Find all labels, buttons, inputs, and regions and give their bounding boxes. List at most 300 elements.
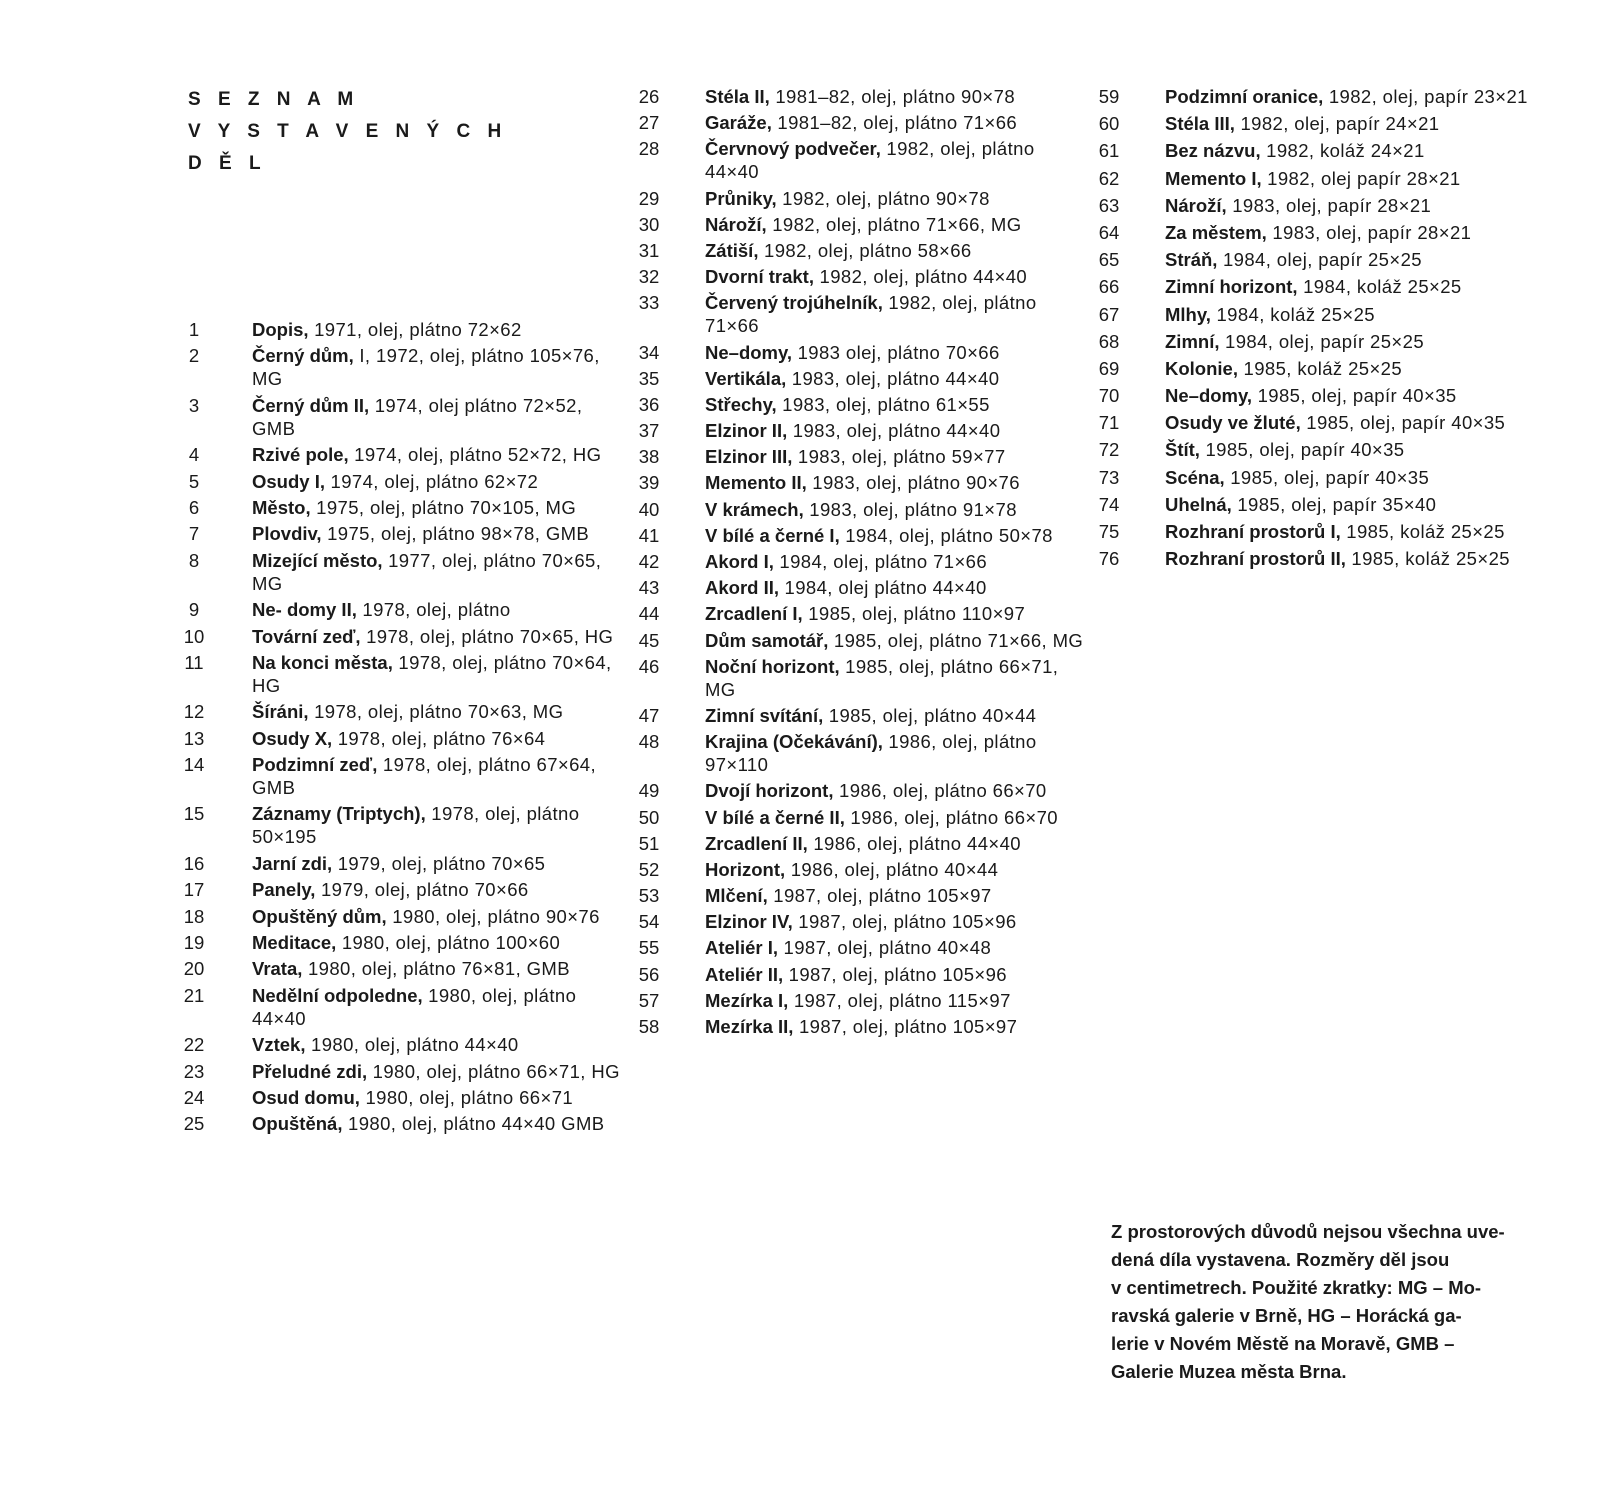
item-number: 57 (638, 989, 660, 1011)
list-item (635, 858, 1090, 881)
item-details: 1979, olej, plátno 70×65 (332, 852, 546, 874)
item-details: 1980, olej, plátno 44×40 (305, 1034, 519, 1056)
list-item (635, 779, 1090, 802)
item-details: 1984, olej, plátno 71×66 (773, 551, 988, 572)
item-details: 1982, olej, papír 23×21 (1323, 86, 1528, 107)
list-item (635, 111, 1090, 134)
item-title: Rozhraní prostorů I, (1165, 521, 1341, 542)
item-details: 1982, olej, plátno 71×66, MG (766, 213, 1022, 235)
list-item (635, 730, 1090, 776)
item-details: 1985, koláž 25×25 (1237, 357, 1403, 379)
item-number: 17 (183, 879, 205, 901)
item-details: 1980, olej, plátno 76×81, GMB (302, 958, 570, 980)
item-details: 1975, olej, plátno 70×105, MG (310, 496, 577, 518)
item-number: 47 (638, 704, 660, 726)
item-number: 44 (638, 603, 660, 625)
list-item (635, 239, 1090, 262)
item-number: 53 (638, 885, 660, 907)
item-details: 1983, olej, plátno 44×40 (787, 420, 1001, 442)
list-item (635, 1015, 1090, 1038)
item-title: Červený trojúhelník, (705, 292, 883, 314)
item-title: Osudy I, (252, 470, 325, 492)
item-number: 43 (638, 577, 660, 599)
item-title: Dvorní trakt, (705, 266, 814, 288)
list-item (180, 549, 630, 595)
item-details: 1985, olej, plátno 110×97 (802, 603, 1026, 625)
item-title: Rzivé pole, (252, 444, 349, 466)
item-number: 63 (1098, 194, 1120, 216)
item-details: 1974, olej, plátno 62×72 (325, 470, 539, 492)
list-item (180, 1086, 630, 1109)
item-number: 46 (638, 655, 660, 677)
item-number: 27 (638, 112, 660, 134)
item-details: 1980, olej, plátno 44×40 GMB (342, 1113, 605, 1135)
item-title: Mezírka I, (705, 989, 789, 1011)
list-item (635, 471, 1090, 494)
item-details: 1984, olej, papír 25×25 (1219, 330, 1425, 352)
item-details: 1985, olej, papír 40×35 (1224, 466, 1430, 488)
list-item (1095, 330, 1555, 353)
list-item (635, 498, 1090, 521)
item-details: 1982, olej, plátno 71×66 (705, 292, 1037, 337)
works-list-column-2 (635, 85, 1090, 1041)
item-title: Záznamy (Triptych), (252, 803, 426, 825)
item-details: 1986, olej, plátno 40×44 (785, 858, 999, 880)
item-details: 1980, olej, plátno 44×40 (252, 984, 577, 1029)
item-number: 25 (183, 1113, 205, 1135)
works-list-column-1 (180, 318, 630, 1139)
list-item (180, 625, 630, 648)
item-details: 1985, koláž 25×25 (1340, 521, 1505, 542)
item-details: 1978, olej, plátno 76×64 (332, 727, 546, 749)
item-title: Mlčení, (705, 885, 768, 907)
item-number: 68 (1098, 330, 1120, 352)
item-number: 28 (638, 138, 660, 160)
list-item (180, 727, 630, 750)
list-item (1095, 357, 1555, 380)
item-title: Jarní zdi, (252, 852, 333, 874)
item-title: Memento I, (1165, 167, 1262, 189)
item-number: 64 (1098, 221, 1120, 243)
item-number: 22 (183, 1034, 205, 1056)
item-details: 1985, koláž 25×25 (1345, 548, 1510, 570)
list-item (180, 496, 630, 519)
list-item (1095, 85, 1555, 108)
item-number: 56 (638, 963, 660, 985)
item-number: 12 (183, 701, 205, 723)
item-title: Ateliér I, (705, 937, 778, 959)
list-item (180, 1033, 630, 1056)
item-title: Osud domu, (252, 1086, 360, 1108)
item-title: Opuštěná, (252, 1113, 343, 1135)
item-number: 36 (638, 393, 660, 415)
item-number: 3 (188, 394, 200, 416)
item-number: 34 (638, 341, 660, 363)
list-item (635, 524, 1090, 547)
list-item (180, 651, 630, 697)
item-title: Nároží, (1165, 194, 1227, 216)
list-item (635, 910, 1090, 933)
item-number: 49 (638, 780, 660, 802)
item-title: Memento II, (705, 472, 807, 494)
footnote-line: dená díla vystavena. Rozměry děl jsou (1111, 1249, 1450, 1270)
list-item (1095, 438, 1555, 461)
item-details: 1982, olej, papír 24×21 (1234, 113, 1440, 135)
list-item (180, 394, 630, 440)
item-details: 1982, olej papír 28×21 (1261, 167, 1461, 189)
item-title: Za městem, (1165, 221, 1267, 243)
page-title (188, 84, 507, 180)
item-title: Stráň, (1165, 249, 1218, 271)
list-item (1095, 303, 1555, 326)
list-item (180, 802, 630, 848)
list-item (635, 963, 1090, 986)
item-title: Vertikála, (705, 367, 787, 389)
item-title: Elzinor III, (705, 446, 793, 468)
item-details: 1984, olej, plátno 50×78 (839, 524, 1053, 546)
item-details: 1983, olej, papír 28×21 (1226, 194, 1432, 216)
item-details: 1982, olej, plátno 90×78 (776, 187, 990, 209)
item-title: Rozhraní prostorů II, (1165, 548, 1346, 570)
item-number: 4 (188, 444, 200, 466)
item-title: Elzinor IV, (705, 911, 793, 933)
list-item (635, 602, 1090, 625)
item-title: Střechy, (705, 393, 777, 415)
list-item (1095, 167, 1555, 190)
item-details: 1987, olej, plátno 105×96 (792, 911, 1017, 933)
item-number: 67 (1098, 303, 1120, 325)
item-number: 15 (183, 803, 205, 825)
footnote (1111, 1218, 1551, 1386)
item-title: Mezírka II, (705, 1016, 794, 1037)
page-title-line: S E Z N A M (188, 89, 360, 110)
item-details: 1987, olej, plátno 105×97 (793, 1016, 1018, 1037)
list-item (1095, 466, 1555, 489)
item-details: 1984, olej plátno 44×40 (779, 577, 987, 599)
list-item (1095, 547, 1555, 570)
item-details: 1978, olej, plátno (356, 599, 511, 621)
footnote-line: ravská galerie v Brně, HG – Horácká ga- (1111, 1305, 1462, 1326)
list-item (1095, 194, 1555, 217)
item-details: 1983, olej, plátno 59×77 (792, 446, 1006, 468)
item-details: 1980, olej, plátno 66×71, HG (367, 1060, 620, 1082)
item-number: 7 (188, 523, 200, 545)
list-item (635, 445, 1090, 468)
item-title: Bez názvu, (1165, 140, 1261, 162)
list-item (180, 753, 630, 799)
item-title: Nedělní odpoledne, (252, 984, 423, 1006)
item-details: 1987, olej, plátno 115×97 (788, 989, 1011, 1011)
list-item (180, 443, 630, 466)
item-number: 24 (183, 1086, 205, 1108)
item-title: Nároží, (705, 213, 767, 235)
item-title: Plovdiv, (252, 523, 322, 545)
item-number: 1 (188, 319, 200, 340)
item-title: Podzimní oranice, (1165, 86, 1324, 107)
item-title: Mlhy, (1165, 303, 1211, 325)
item-details: 1983, olej, papír 28×21 (1266, 221, 1472, 243)
item-title: V bílé a černé II, (705, 806, 845, 828)
item-number: 51 (638, 832, 660, 854)
item-number: 55 (638, 937, 660, 959)
item-number: 58 (638, 1016, 660, 1037)
item-number: 2 (188, 345, 200, 367)
item-details: 1974, olej plátno 72×52, GMB (252, 394, 583, 439)
item-number: 16 (183, 852, 205, 874)
item-number: 71 (1098, 412, 1120, 434)
item-title: V krámech, (705, 498, 804, 520)
item-title: Elzinor II, (705, 420, 788, 442)
item-number: 65 (1098, 249, 1120, 271)
list-item (635, 576, 1090, 599)
item-details: 1983, olej, plátno 44×40 (786, 367, 1000, 389)
list-item (1095, 221, 1555, 244)
item-number: 32 (638, 266, 660, 288)
item-title: Krajina (Očekávání), (705, 731, 883, 753)
item-details: 1981–82, olej, plátno 71×66 (771, 112, 1018, 134)
list-item (1095, 275, 1555, 298)
item-details: 1984, olej, papír 25×25 (1217, 249, 1422, 271)
list-item (635, 213, 1090, 236)
list-item (1095, 248, 1555, 271)
item-title: Zátiší, (705, 239, 759, 261)
list-item (180, 878, 630, 901)
list-item (635, 187, 1090, 210)
item-number: 66 (1098, 276, 1120, 298)
item-number: 30 (638, 213, 660, 235)
list-item (635, 137, 1090, 183)
item-details: 1980, olej, plátno 90×76 (386, 905, 600, 927)
item-details: I, 1972, olej, plátno 105×76, MG (252, 345, 600, 390)
item-details: 1980, olej, plátno 66×71 (359, 1086, 574, 1108)
list-item (635, 341, 1090, 364)
list-item (180, 522, 630, 545)
item-number: 76 (1098, 548, 1120, 570)
list-item (635, 393, 1090, 416)
item-number: 23 (183, 1060, 205, 1082)
list-item (1095, 520, 1555, 543)
item-number: 19 (183, 932, 205, 954)
item-details: 1983, olej, plátno 90×76 (806, 472, 1020, 494)
item-title: Vztek, (252, 1034, 306, 1056)
item-details: 1983 olej, plátno 70×66 (792, 341, 1000, 363)
item-title: Ne–domy, (705, 341, 793, 363)
list-item (180, 344, 630, 390)
item-title: Zrcadlení II, (705, 832, 808, 854)
item-title: Zrcadlení I, (705, 603, 803, 625)
item-number: 61 (1098, 140, 1120, 162)
item-title: Ateliér II, (705, 963, 784, 985)
item-title: Černý dům, (252, 345, 354, 367)
item-details: 1986, olej, plátno 44×40 (807, 832, 1021, 854)
item-title: Šíráni, (252, 701, 309, 723)
item-title: Mizející město, (252, 549, 383, 571)
item-details: 1983, olej, plátno 61×55 (776, 393, 990, 415)
list-item (635, 884, 1090, 907)
item-title: Vrata, (252, 958, 303, 980)
item-number: 37 (638, 420, 660, 442)
list-item (180, 470, 630, 493)
item-details: 1984, koláž 25×25 (1210, 303, 1375, 325)
item-details: 1982, olej, plátno 44×40 (705, 138, 1035, 183)
item-number: 74 (1098, 493, 1120, 515)
item-title: Město, (252, 496, 311, 518)
item-details: 1975, olej, plátno 98×78, GMB (321, 523, 590, 545)
item-number: 13 (183, 727, 205, 749)
list-item (180, 700, 630, 723)
item-details: 1982, olej, plátno 44×40 (813, 266, 1028, 288)
list-item (635, 832, 1090, 855)
list-item (180, 905, 630, 928)
list-item (635, 629, 1090, 652)
item-details: 1987, olej, plátno 105×96 (783, 963, 1007, 985)
list-item (635, 367, 1090, 390)
item-title: Ne- domy II, (252, 599, 357, 621)
item-title: Tovární zeď, (252, 625, 361, 647)
item-details: 1986, olej, plátno 66×70 (844, 806, 1059, 828)
item-number: 48 (638, 731, 660, 753)
list-item (635, 704, 1090, 727)
item-title: Dům samotář, (705, 629, 829, 651)
item-details: 1979, olej, plátno 70×66 (315, 879, 529, 901)
list-item (1095, 384, 1555, 407)
list-item (1095, 411, 1555, 434)
item-number: 8 (188, 549, 200, 571)
item-number: 33 (638, 292, 660, 314)
item-title: Zimní svítání, (705, 704, 824, 726)
item-number: 45 (638, 629, 660, 651)
list-item (180, 1060, 630, 1083)
item-title: Noční horizont, (705, 655, 840, 677)
list-item (1095, 112, 1555, 135)
item-number: 52 (638, 858, 660, 880)
item-details: 1982, koláž 24×21 (1260, 140, 1425, 162)
item-title: Garáže, (705, 112, 772, 134)
item-number: 41 (638, 524, 660, 546)
item-details: 1974, olej, plátno 52×72, HG (348, 444, 602, 466)
item-number: 75 (1098, 521, 1120, 542)
item-number: 11 (184, 651, 204, 673)
item-number: 69 (1098, 357, 1120, 379)
item-title: Štít, (1165, 439, 1200, 461)
list-item (635, 85, 1090, 108)
list-item (635, 550, 1090, 573)
item-title: Stéla II, (705, 86, 770, 107)
item-number: 6 (188, 496, 200, 518)
footnote-line: v centimetrech. Použité zkratky: MG – Mo- (1111, 1277, 1482, 1298)
item-title: Osudy ve žluté, (1165, 412, 1301, 434)
item-details: 1985, olej, papír 40×35 (1199, 439, 1405, 461)
item-number: 40 (638, 498, 660, 520)
item-title: Černý dům II, (252, 394, 370, 416)
item-number: 18 (183, 905, 205, 927)
item-title: Na konci města, (252, 651, 393, 673)
list-item (635, 806, 1090, 829)
item-number: 54 (638, 911, 660, 933)
item-title: Zimní horizont, (1165, 276, 1298, 298)
item-details: 1982, olej, plátno 58×66 (758, 239, 972, 261)
item-number: 14 (183, 754, 205, 776)
item-details: 1983, olej, plátno 91×78 (803, 498, 1017, 520)
item-details: 1981–82, olej, plátno 90×78 (769, 86, 1016, 107)
item-title: Podzimní zeď, (252, 754, 378, 776)
item-details: 1985, olej, papír 40×35 (1252, 385, 1457, 407)
item-details: 1978, olej, plátno 70×65, HG (360, 625, 614, 647)
item-title: Stéla III, (1165, 113, 1235, 135)
item-details: 1986, olej, plátno 66×70 (833, 780, 1047, 802)
list-item (180, 957, 630, 980)
list-item (1095, 139, 1555, 162)
list-item (1095, 493, 1555, 516)
item-title: Dvojí horizont, (705, 780, 834, 802)
item-details: 1985, olej, papír 35×40 (1231, 493, 1437, 515)
item-details: 1985, olej, plátno 66×71, MG (705, 655, 1059, 700)
list-item (180, 1112, 630, 1135)
list-item (180, 598, 630, 621)
item-title: Akord I, (705, 551, 774, 572)
page-title-line: V Y S T A V E N Ý C H (188, 121, 508, 142)
item-details: 1971, olej, plátno 72×62 (308, 319, 522, 340)
item-title: Uhelná, (1165, 493, 1232, 515)
item-title: Panely, (252, 879, 316, 901)
item-number: 62 (1098, 167, 1120, 189)
item-title: Horizont, (705, 858, 786, 880)
item-number: 20 (183, 958, 205, 980)
list-item (635, 265, 1090, 288)
item-details: 1978, olej, plátno 67×64, GMB (252, 754, 597, 799)
list-item (635, 419, 1090, 442)
list-item (180, 931, 630, 954)
item-number: 9 (188, 599, 200, 621)
item-title: Akord II, (705, 577, 780, 599)
item-number: 42 (638, 551, 660, 572)
item-title: Meditace, (252, 932, 337, 954)
item-number: 10 (183, 625, 205, 647)
item-title: Kolonie, (1165, 357, 1238, 379)
item-title: Opuštěný dům, (252, 905, 387, 927)
list-item (180, 984, 630, 1030)
page-title-line: D Ě L (188, 153, 267, 174)
item-number: 35 (638, 367, 660, 389)
list-item (180, 852, 630, 875)
item-details: 1985, olej, plátno 40×44 (823, 704, 1037, 726)
item-number: 59 (1098, 86, 1120, 107)
footnote-line: Z prostorových důvodů nejsou všechna uve- (1111, 1221, 1505, 1242)
item-number: 50 (638, 806, 660, 828)
item-title: V bílé a černé I, (705, 524, 840, 546)
item-number: 73 (1098, 466, 1120, 488)
item-number: 26 (638, 86, 660, 107)
item-title: Zimní, (1165, 330, 1220, 352)
item-details: 1978, olej, plátno 50×195 (252, 803, 580, 848)
item-number: 39 (638, 472, 660, 494)
list-item (635, 655, 1090, 701)
item-number: 5 (188, 470, 200, 492)
list-item (635, 291, 1090, 337)
item-number: 70 (1098, 385, 1120, 407)
item-title: Přeludné zdi, (252, 1060, 368, 1082)
list-item (635, 989, 1090, 1012)
list-item (635, 936, 1090, 959)
item-number: 60 (1098, 113, 1120, 135)
item-details: 1986, olej, plátno 97×110 (705, 731, 1037, 776)
footnote-line: Galerie Muzea města Brna. (1111, 1361, 1347, 1382)
item-details: 1980, olej, plátno 100×60 (336, 932, 561, 954)
item-title: Průniky, (705, 187, 777, 209)
item-number: 31 (638, 239, 660, 261)
item-title: Dopis, (252, 319, 309, 340)
item-title: Červnový podvečer, (705, 138, 881, 160)
